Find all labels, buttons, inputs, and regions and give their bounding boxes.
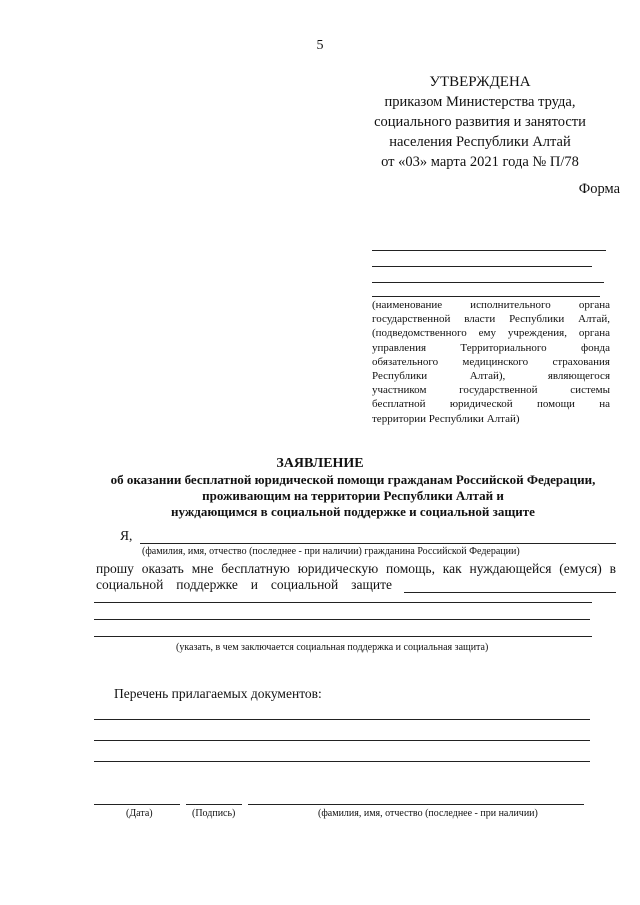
- documents-label: Перечень прилагаемых документов:: [114, 686, 322, 701]
- fio-signature-input-line[interactable]: [248, 804, 584, 805]
- support-hint: (указать, в чем заключается социальная поддержка и социальная защита): [176, 642, 489, 653]
- approval-line: приказом Министерства труда,: [384, 94, 576, 110]
- recipient-line[interactable]: [372, 266, 592, 267]
- date-caption: (Дата): [126, 808, 153, 819]
- approval-line: социального развития и занятости: [374, 114, 586, 130]
- approval-line: населения Республики Алтай: [389, 134, 571, 150]
- documents-input-line[interactable]: [94, 761, 590, 762]
- page-number: 5: [316, 38, 324, 53]
- fio-caption: (фамилия, имя, отчество (последнее - при наличии): [318, 808, 538, 819]
- recipient-line[interactable]: [372, 250, 606, 251]
- documents-input-line[interactable]: [94, 719, 590, 720]
- support-input-line[interactable]: [94, 636, 592, 637]
- recipient-line[interactable]: [372, 282, 604, 283]
- signature-input-line[interactable]: [186, 804, 242, 805]
- i-label: Я,: [120, 528, 133, 543]
- fio-hint: (фамилия, имя, отчество (последнее - при наличии) гражданина Российской Федерации): [142, 546, 520, 557]
- support-input-line[interactable]: [94, 602, 592, 603]
- signature-caption: (Подпись): [192, 808, 236, 819]
- application-title: ЗАЯВЛЕНИЕ: [276, 456, 364, 471]
- documents-input-line[interactable]: [94, 740, 590, 741]
- organization-hint: (наименование исполнительного органа государственной власти Республики Алтай, (подведомственного ему учреждения, органа управления Территориального фонда обязательного медицинского страхования Республики Алтай), являющегося участником государственной системы бесплатной юридической помощи на территории Республики Алтай): [372, 299, 610, 425]
- request-text-line-1: прошу оказать мне бесплатную юридическую помощь, как нуждающейся (емуся) в: [96, 561, 616, 576]
- approval-stamp: [340, 72, 620, 172]
- date-input-line[interactable]: [94, 804, 180, 805]
- approval-heading: УТВЕРЖДЕНА: [429, 74, 531, 90]
- approval-line: от «03» марта 2021 года № П/78: [381, 154, 579, 170]
- application-subtitle: об оказании бесплатной юридической помощи гражданам Российской Федерации, проживающим на территории Республики Алтай и нуждающимся в социальной поддержке и социальной защите: [110, 472, 596, 519]
- form-label: Форма: [578, 181, 620, 197]
- request-text-line-2: социальной поддержке и социальной защите: [96, 577, 392, 592]
- fio-input-line[interactable]: [140, 543, 616, 544]
- support-input-line[interactable]: [94, 619, 590, 620]
- support-input-line[interactable]: [404, 592, 616, 593]
- recipient-line[interactable]: [372, 296, 600, 297]
